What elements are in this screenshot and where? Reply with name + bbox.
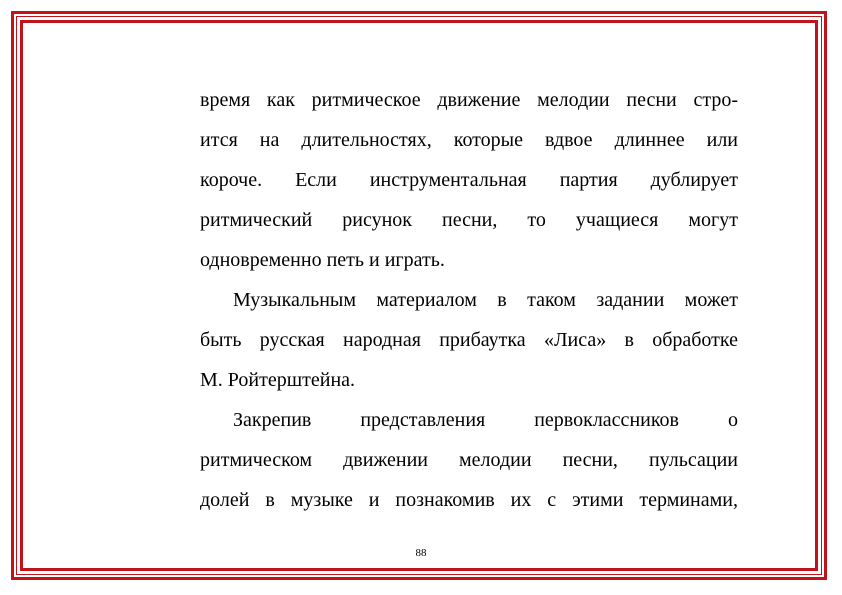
text-line: ится на длительностях, которые вдвое длиннее или — [200, 129, 738, 151]
text-line: М. Ройтерштейна. — [200, 369, 356, 391]
page-number: 88 — [415, 547, 427, 559]
text-line: ритмический рисунок песни, то учащиеся могут — [200, 209, 738, 231]
text-line: короче. Если инструментальная партия дублирует — [200, 169, 738, 191]
paragraph-first-line: Закрепив представления первоклассников о — [233, 409, 738, 431]
text-line: ритмическом движении мелодии песни, пульсации — [200, 449, 738, 471]
text-line: быть русская народная прибаутка «Лиса» в обработке — [200, 329, 738, 351]
text-line: время как ритмическое движение мелодии песни стро- — [200, 89, 738, 111]
paragraph-first-line: Музыкальным материалом в таком задании может — [233, 289, 738, 311]
text-line: одновременно петь и играть. — [200, 249, 445, 271]
text-line: долей в музыке и познакомив их с этими терминами, — [200, 489, 738, 511]
body-text — [200, 80, 738, 520]
